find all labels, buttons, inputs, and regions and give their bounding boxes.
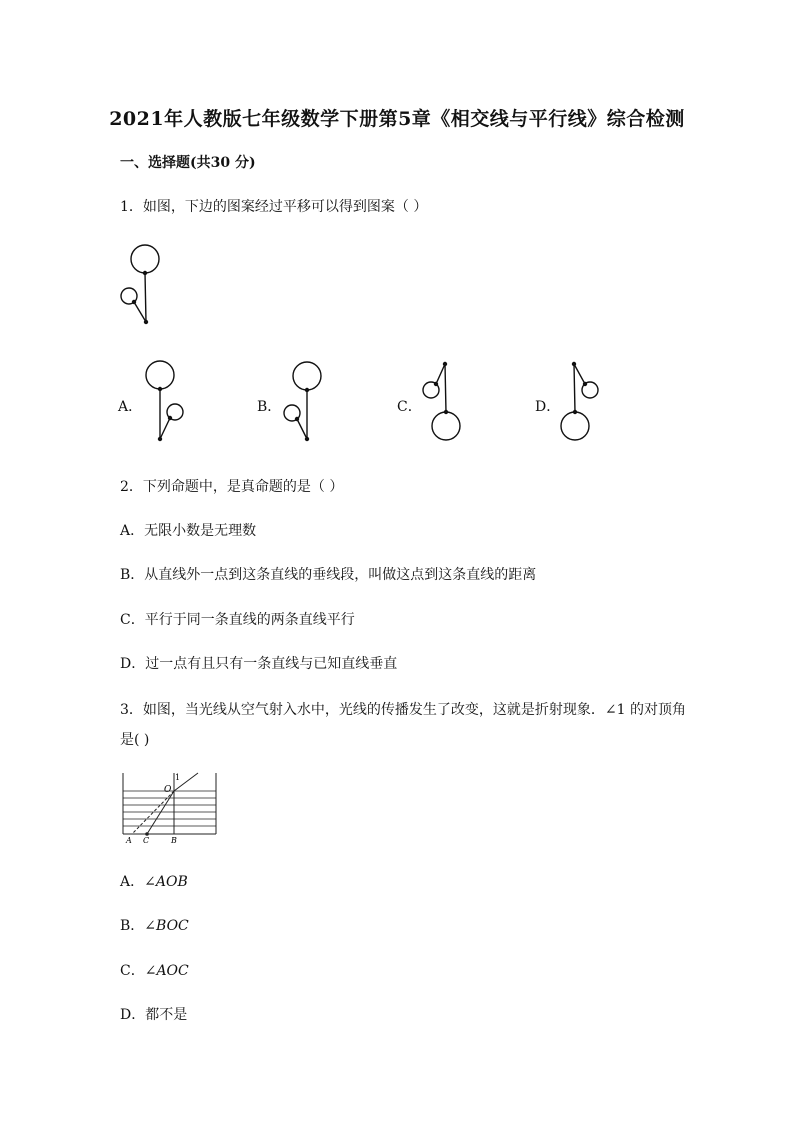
q3-option-c [120, 960, 189, 980]
page-title: 2021年人教版七年级数学下册第5章《相交线与平行线》综合检测 [109, 108, 685, 130]
q1-option-a-figure [144, 357, 194, 447]
q1-option-a-label: A． [118, 399, 143, 415]
q1-option-b-figure [280, 357, 330, 447]
q3-option-d [120, 1004, 187, 1024]
q3-stem-line-2: 是( ) [120, 732, 150, 748]
q1-option-c-label: C． [397, 399, 422, 415]
q3-option-d-value: 都不是 [145, 1007, 188, 1023]
q3-point-o-label: O [164, 785, 172, 795]
q1-option-b-label: B． [257, 399, 282, 415]
q1-option-d-figure [558, 358, 608, 448]
q2-stem: 2．下列命题中，是真命题的是（ ） [120, 479, 344, 495]
q3-option-d-prefix: D． [120, 1007, 146, 1023]
q1-option-d-label: D． [535, 399, 561, 415]
q3-option-a-value: ∠AOB [144, 874, 188, 890]
q2-option-a: A．无限小数是无理数 [120, 523, 257, 539]
q3-angle-label: 1 [175, 773, 181, 782]
q3-stem-line-1: 3．如图，当光线从空气射入水中，光线的传播发生了改变，这就是折射现象．∠1 的对顶角 [120, 702, 686, 718]
q3-option-c-value: ∠AOC [144, 963, 189, 979]
q3-point-b-label: B [171, 836, 177, 845]
q3-option-b [120, 915, 189, 935]
q3-option-a [120, 871, 188, 891]
q3-refraction-figure [120, 770, 220, 846]
q1-stem: 1．如图，下边的图案经过平移可以得到图案（ ） [120, 199, 428, 215]
q1-option-c-figure [420, 358, 470, 448]
q3-option-b-value: ∠BOC [144, 918, 189, 934]
q2-option-b: B．从直线外一点到这条直线的垂线段，叫做这点到这条直线的距离 [120, 567, 537, 583]
q2-option-d: D．过一点有且只有一条直线与已知直线垂直 [120, 656, 398, 672]
q3-option-c-prefix: C． [120, 963, 145, 979]
q3-option-b-prefix: B． [120, 918, 145, 934]
section-heading: 一、选择题(共30 分) [120, 155, 256, 171]
q3-point-c-label: C [143, 836, 150, 845]
q1-original-figure [118, 240, 168, 330]
q2-option-c: C．平行于同一条直线的两条直线平行 [120, 612, 355, 628]
q3-point-a-label: A [126, 836, 132, 845]
q3-option-a-prefix: A． [120, 874, 145, 890]
